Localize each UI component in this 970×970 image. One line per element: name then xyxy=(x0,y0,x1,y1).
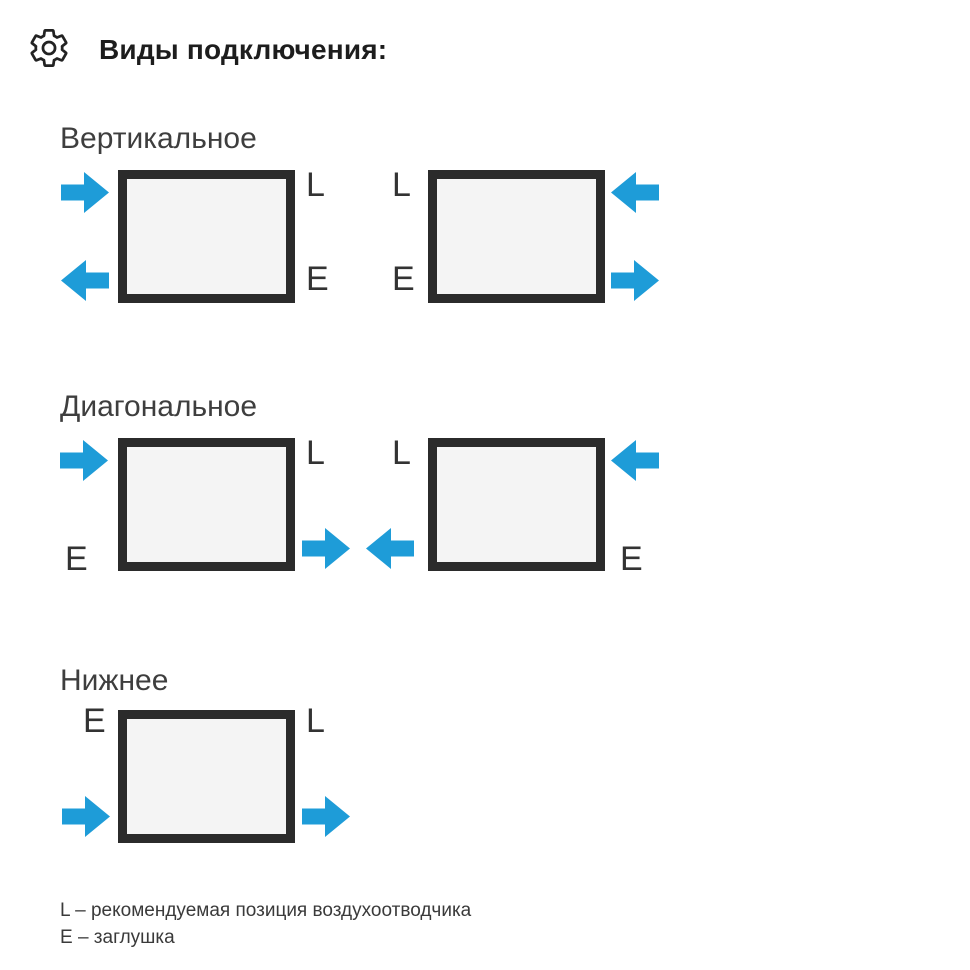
radiator-box xyxy=(118,438,295,571)
inlet-arrow-right-icon xyxy=(61,172,109,213)
outlet-arrow-left-icon xyxy=(366,528,414,569)
port-label-air-vent: L xyxy=(392,434,411,472)
outlet-arrow-left-icon xyxy=(61,260,109,301)
gear-icon xyxy=(27,26,71,70)
port-label-air-vent: L xyxy=(306,702,325,740)
port-label-plug: E xyxy=(306,260,329,298)
outlet-arrow-right-icon xyxy=(302,796,350,837)
outlet-arrow-right-icon xyxy=(611,260,659,301)
port-label-air-vent: L xyxy=(306,434,325,472)
page-title: Виды подключения: xyxy=(99,34,388,65)
port-label-air-vent: L xyxy=(306,166,325,204)
inlet-arrow-right-icon xyxy=(60,440,108,481)
outlet-arrow-right-icon xyxy=(302,528,350,569)
legend-line-plug: E – заглушка xyxy=(60,927,175,948)
legend xyxy=(60,897,471,951)
section-title-diagonal: Диагональное xyxy=(60,390,258,423)
port-label-plug: E xyxy=(83,702,106,740)
section-title-vertical: Вертикальное xyxy=(60,122,257,155)
radiator-box xyxy=(118,710,295,843)
inlet-arrow-left-icon xyxy=(611,440,659,481)
port-label-air-vent: L xyxy=(392,166,411,204)
inlet-arrow-right-icon xyxy=(62,796,110,837)
port-label-plug: E xyxy=(65,540,88,578)
radiator-box xyxy=(428,170,605,303)
radiator-box xyxy=(428,438,605,571)
legend-line-air-vent: L – рекомендуемая позиция воздухоотводчика xyxy=(60,900,472,921)
section-title-bottom: Нижнее xyxy=(60,664,169,697)
radiator-box xyxy=(118,170,295,303)
port-label-plug: E xyxy=(392,260,415,298)
inlet-arrow-left-icon xyxy=(611,172,659,213)
port-label-plug: E xyxy=(620,540,643,578)
